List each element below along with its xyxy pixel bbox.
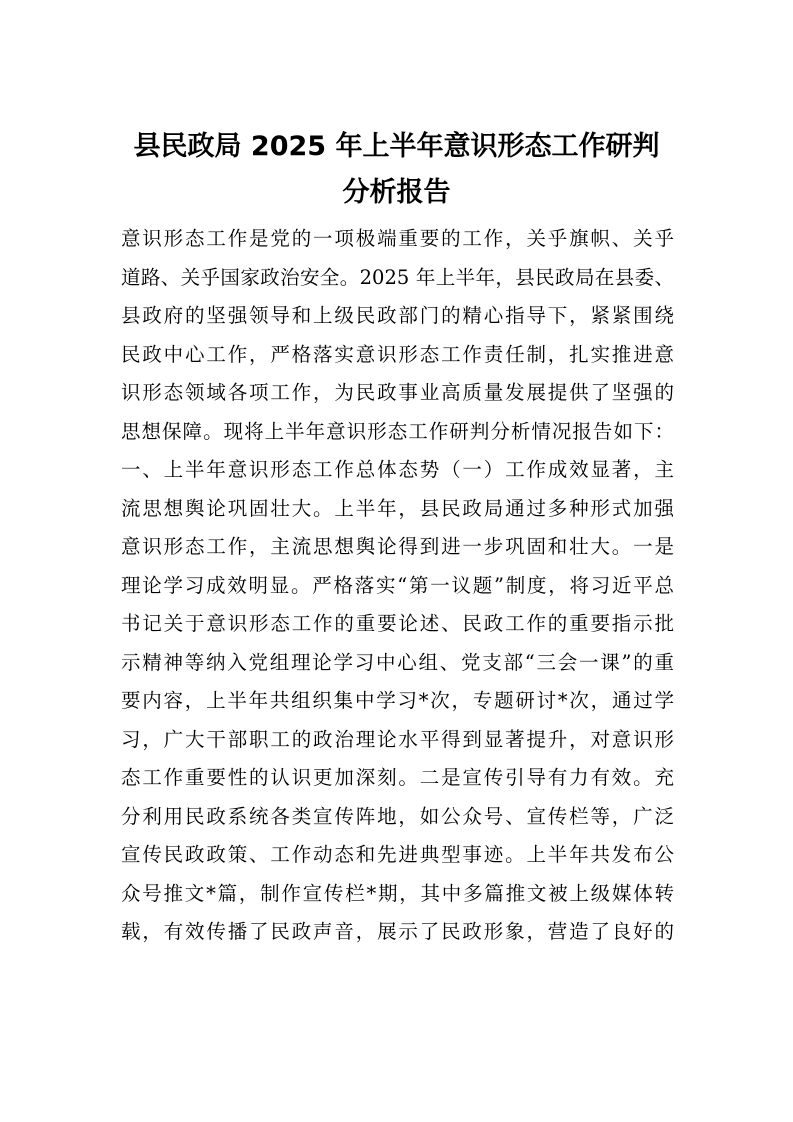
body-line: 态工作重要性的认识更加深刻。二是宣传引导有力有效。充: [121, 766, 674, 789]
body-line: 民政中心工作，严格落实意识形态工作责任制，扎实推进意: [121, 342, 674, 366]
body-line: 载，有效传播了民政声音，展示了民政形象，营造了良好的: [121, 920, 674, 943]
body-line: 示精神等纳入党组理论学习中心组、党支部“三会一课”的重: [121, 650, 674, 674]
document-title-line-1: 县民政局 2025 年上半年意识形态工作研判: [133, 131, 660, 162]
body-line: 分利用民政系统各类宣传阵地，如公众号、宣传栏等，广泛: [121, 804, 674, 828]
body-line: 宣传民政政策、工作动态和先进典型事迹。上半年共发布公: [121, 843, 674, 866]
body-line: 县政府的坚强领导和上级民政部门的精心指导下，紧紧围绕: [121, 304, 674, 327]
body-line: 一、上半年意识形态工作总体态势（一）工作成效显著，主: [121, 458, 674, 481]
document-body: [121, 220, 674, 952]
body-line: 意识形态工作是党的一项极端重要的工作，关乎旗帜、关乎: [121, 227, 674, 250]
body-line: 流思想舆论巩固壮大。上半年，县民政局通过多种形式加强: [121, 496, 674, 520]
body-line: 识形态领域各项工作，为民政事业高质量发展提供了坚强的: [121, 381, 674, 404]
body-line: 意识形态工作，主流思想舆论得到进一步巩固和壮大。一是: [121, 535, 674, 558]
body-line: 习，广大干部职工的政治理论水平得到显著提升，对意识形: [121, 727, 674, 751]
body-line: 要内容，上半年共组织集中学习*次，专题研讨*次，通过学: [121, 689, 674, 712]
body-line: 思想保障。现将上半年意识形态工作研判分析情况报告如下：: [121, 419, 674, 443]
body-line: 书记关于意识形态工作的重要论述、民政工作的重要指示批: [121, 612, 674, 635]
body-line: 众号推文*篇，制作宣传栏*期，其中多篇推文被上级媒体转: [121, 881, 674, 905]
body-line: 道路、关乎国家政治安全。2025 年上半年，县民政局在县委、: [121, 265, 674, 289]
body-line: 理论学习成效明显。严格落实“第一议题”制度，将习近平总: [121, 573, 674, 597]
document-title-line-2: 分析报告: [342, 177, 451, 208]
